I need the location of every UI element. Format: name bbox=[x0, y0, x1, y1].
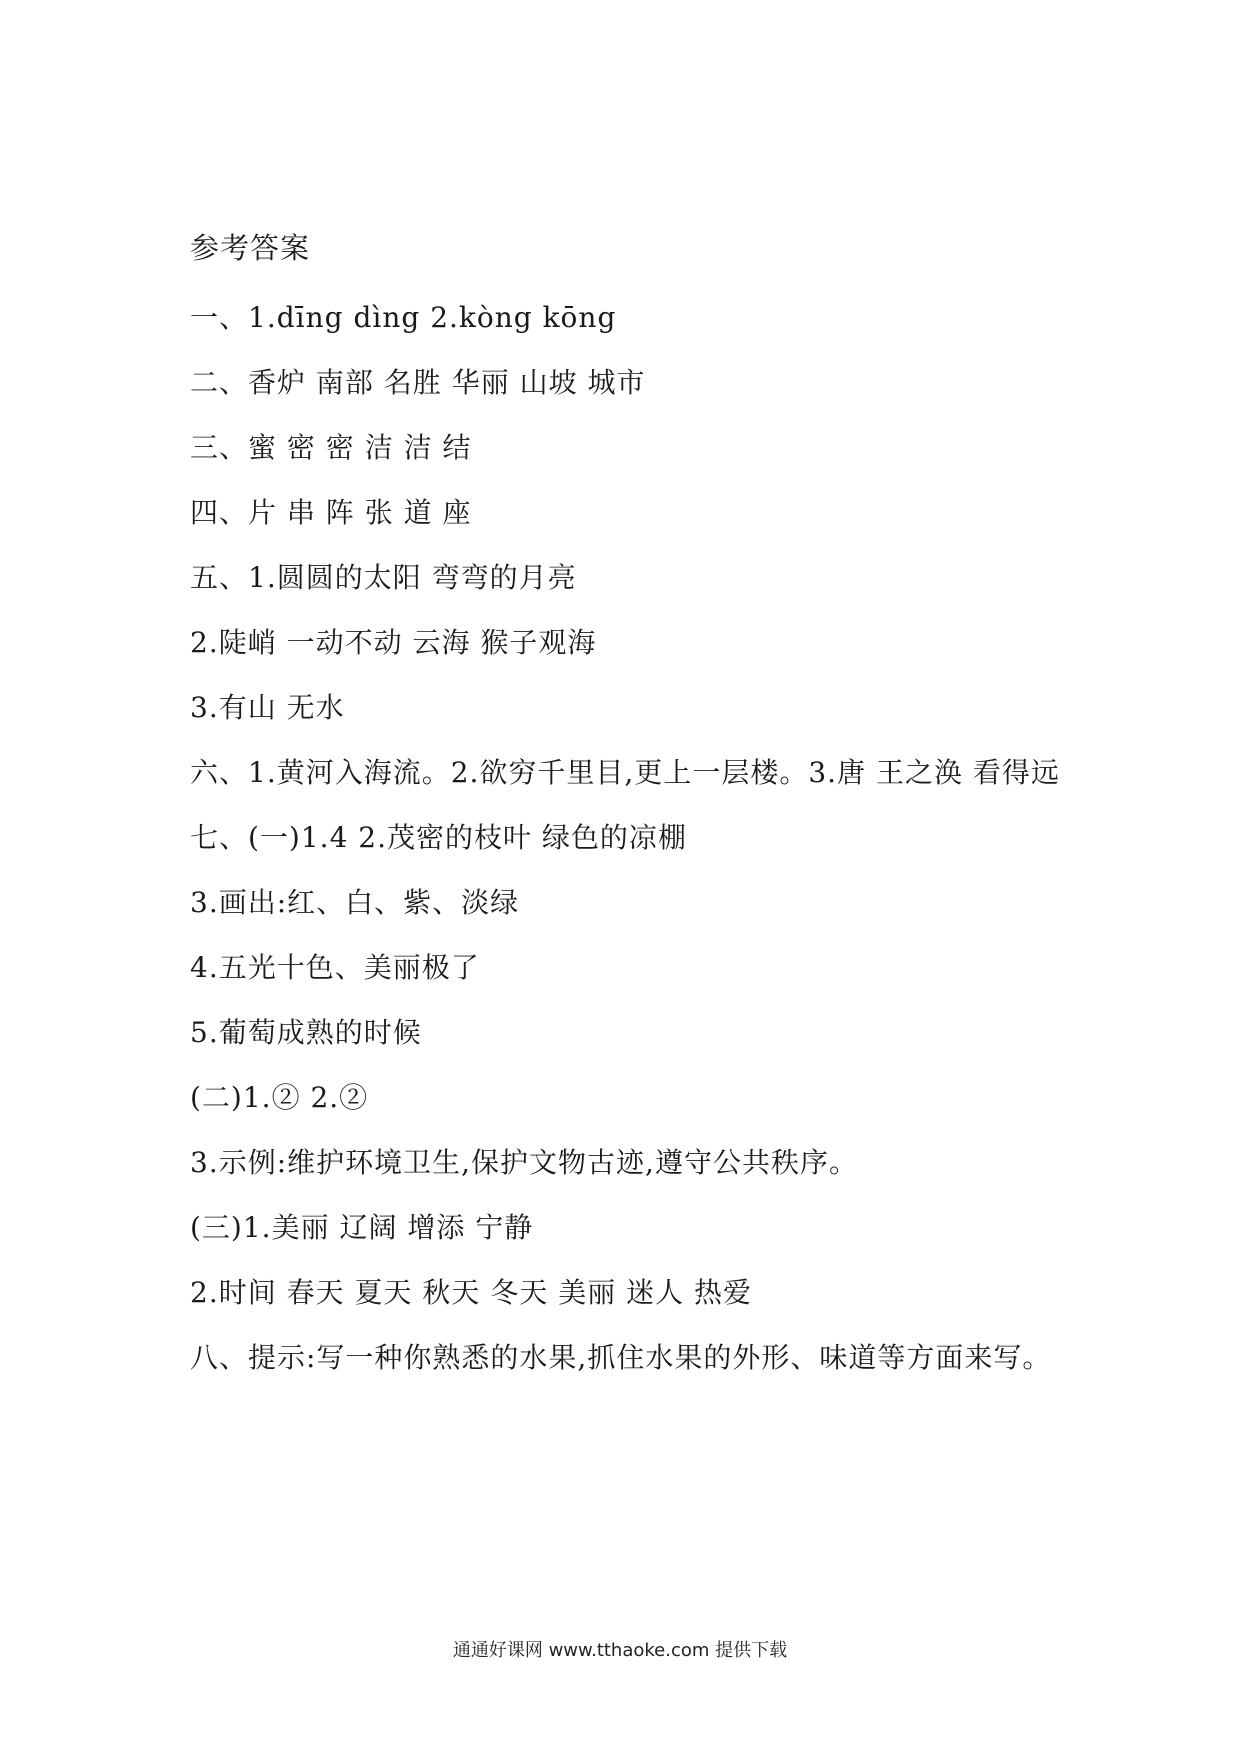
answer-line: (二)1.② 2.② bbox=[190, 1081, 369, 1114]
answer-line: 4.五光十色、美丽极了 bbox=[190, 951, 480, 984]
answer-line: (三)1.美丽 辽阔 增添 宁静 bbox=[190, 1211, 534, 1244]
page-title: 参考答案 bbox=[190, 231, 311, 265]
answer-line: 八、提示:写一种你熟悉的水果,抓住水果的外形、味道等方面来写。 bbox=[190, 1341, 1052, 1374]
answer-line: 3.画出:红、白、紫、淡绿 bbox=[190, 886, 520, 919]
answer-line: 3.有山 无水 bbox=[190, 691, 345, 724]
answer-line: 五、1.圆圆的太阳 弯弯的月亮 bbox=[190, 561, 577, 594]
answer-line: 5.葡萄成熟的时候 bbox=[190, 1016, 422, 1049]
answer-line: 四、片 串 阵 张 道 座 bbox=[190, 496, 472, 529]
answer-line: 二、香炉 南部 名胜 华丽 山坡 城市 bbox=[190, 366, 646, 399]
answer-line: 2.时间 春天 夏天 秋天 冬天 美丽 迷人 热爱 bbox=[190, 1276, 753, 1309]
answer-line: 一、1.dīng dìng 2.kòng kōng bbox=[190, 301, 617, 334]
footer-download-note: 通通好课网 www.tthaoke.com 提供下载 bbox=[452, 1640, 788, 1661]
answer-list bbox=[190, 296, 1190, 1401]
answer-line: 三、蜜 密 密 洁 洁 结 bbox=[190, 431, 472, 464]
answer-line: 七、(一)1.4 2.茂密的枝叶 绿色的凉棚 bbox=[190, 821, 687, 854]
answer-line: 3.示例:维护环境卫生,保护文物古迹,遵守公共秩序。 bbox=[190, 1146, 858, 1179]
answer-line: 2.陡峭 一动不动 云海 猴子观海 bbox=[190, 626, 597, 659]
answer-line: 六、1.黄河入海流。2.欲穷千里目,更上一层楼。3.唐 王之涣 看得远 bbox=[190, 756, 1060, 789]
